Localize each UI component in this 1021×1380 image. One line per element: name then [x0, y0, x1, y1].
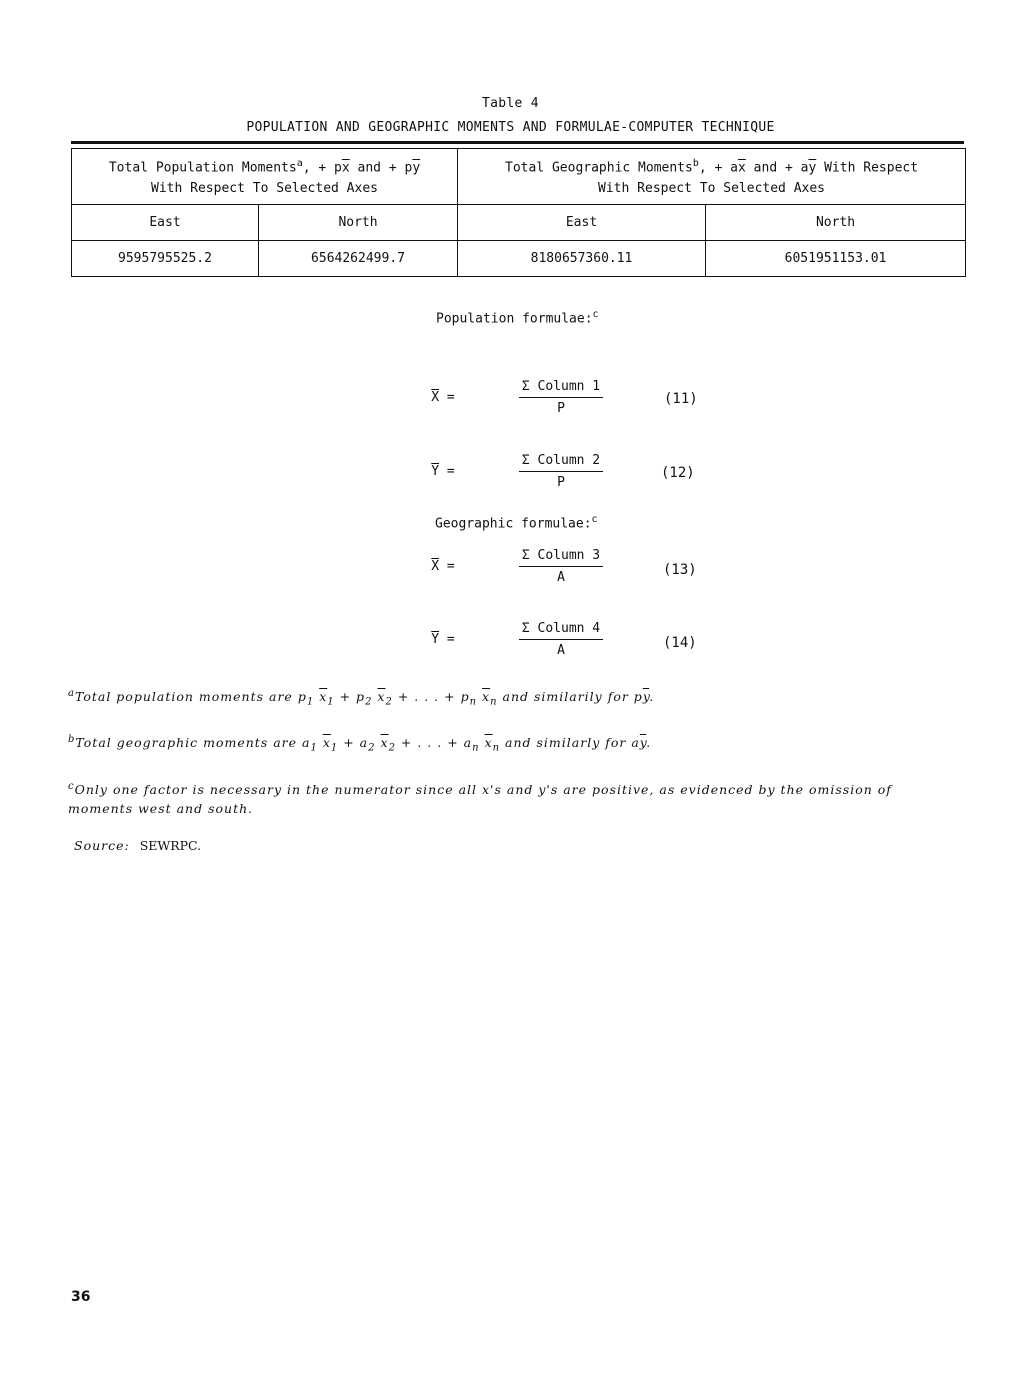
equation-number: (14) [663, 635, 697, 651]
geographic-formulae-label: Geographic formulae:$^c$ [435, 514, 598, 532]
value-cell: 8180657360.11 [458, 241, 706, 277]
equation-variable: $\overline{Y}$ = [431, 632, 455, 647]
table-label: Table 4 [482, 96, 539, 111]
table-title: POPULATION AND GEOGRAPHIC MOMENTS AND FORMULAE-COMPUTER TECHNIQUE [246, 120, 775, 135]
equation-variable: $\overline{X}$ = [431, 559, 455, 574]
subheader-cell: North [259, 205, 458, 241]
title-rule [71, 141, 964, 144]
page-number: 36 [71, 1289, 91, 1305]
subheader-cell: East [458, 205, 706, 241]
equation-variable: $\overline{X}$ = [431, 390, 455, 405]
subheader-cell: East [72, 205, 259, 241]
header-population-moments: Total Population Moments$^a$, + $p\overline{x}$ and + $p\overline{y}$ With Respect To Selected Axes [72, 149, 458, 205]
equation-number: (12) [661, 465, 695, 481]
header-geographic-moments: Total Geographic Moments$^b$, + $a\overline{x}$ and + $a\overline{y}$ With Respect With Respect To Selected Axes [458, 149, 966, 205]
equation-fraction: Σ Column 2 P [519, 453, 603, 490]
moments-table [71, 148, 966, 277]
equation-variable: $\overline{Y}$ = [431, 464, 455, 479]
value-cell: 6564262499.7 [259, 241, 458, 277]
value-cell: 6051951153.01 [706, 241, 966, 277]
source-line: Source: SEWRPC. [74, 838, 202, 853]
equation-number: (11) [664, 391, 698, 407]
footnote-c: $^c$Only one factor is necessary in the numerator since all x's and y's are positive, as evidenced by the omission of moments west and south. [68, 781, 892, 817]
equation-fraction: Σ Column 3 A [519, 548, 603, 585]
footnote-a: $^a$Total population moments are $p_1$ $\overline{x}_1 + p_2$ $\overline{x}_2$ + . . . + $p_n$ $\overline{x}_n$ and similarily for $p\overline{y}$. [68, 688, 655, 708]
value-cell: 9595795525.2 [72, 241, 259, 277]
equation-fraction: Σ Column 4 A [519, 621, 603, 658]
equation-number: (13) [663, 562, 697, 578]
subheader-cell: North [706, 205, 966, 241]
population-formulae-label: Population formulae:$^c$ [436, 309, 599, 327]
footnote-b: $^b$Total geographic moments are $a_1$ $\overline{x}_1 + a_2$ $\overline{x}_2$ + . . . + $a_n$ $\overline{x}_n$ and similarly for $a\overline{y}$. [68, 734, 652, 754]
equation-fraction: Σ Column 1 P [519, 379, 603, 416]
